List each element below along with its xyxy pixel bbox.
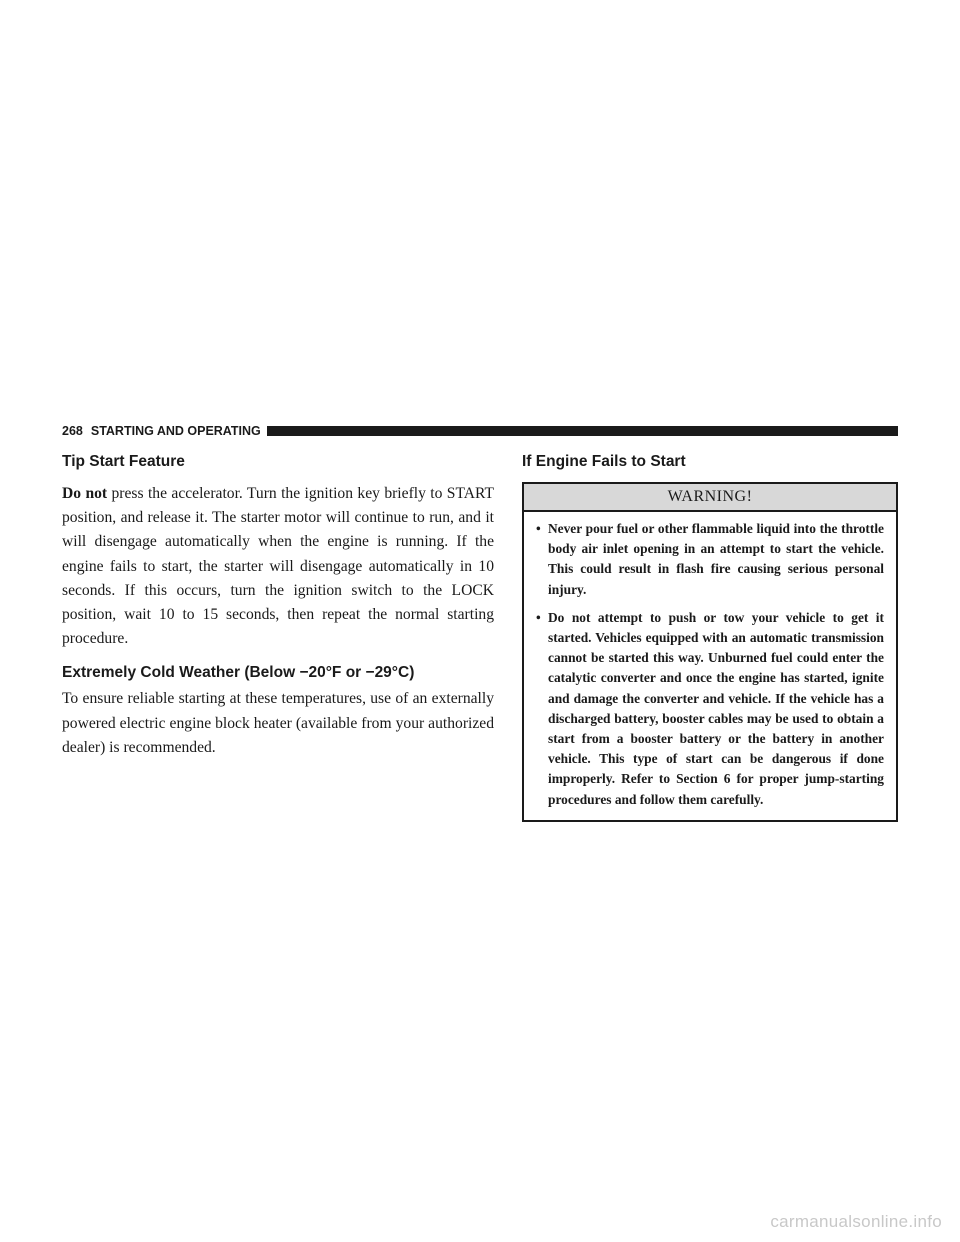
warning-bullet <box>536 519 884 600</box>
bullet-icon: • <box>536 521 541 536</box>
page-header <box>62 423 898 439</box>
warning-bullet-text: Do not attempt to push or tow your vehicle to get it started. Vehicles equipped with an automatic transmission cannot be started this way. Unburned fuel could enter the catalytic converter and once the engine has started, ignite and damage the converter and vehicle. If the vehicle has a discharged battery, booster cables may be used to obtain a start from a booster battery or the battery in another vehicle. This type of start can be dangerous if done improperly. Refer to Section 6 for proper jump-starting procedures and follow them carefully. <box>548 609 884 807</box>
tip-start-lead: Do not <box>62 485 108 502</box>
watermark: carmanualsonline.info <box>770 1212 942 1231</box>
tip-start-paragraph <box>62 482 494 651</box>
engine-fails-heading: If Engine Fails to Start <box>522 453 686 470</box>
warning-box <box>522 482 898 822</box>
page-number: 268 <box>62 424 83 438</box>
warning-bullet <box>536 608 884 810</box>
header-rule <box>267 426 898 436</box>
warning-bullet-text: Never pour fuel or other flammable liquid into the throttle body air inlet opening in an attempt to start the vehicle. This could result in flash fire causing serious personal injury. <box>548 521 884 597</box>
cold-weather-heading: Extremely Cold Weather (Below −20°F or −29°C) <box>62 664 415 682</box>
cold-weather-paragraph: To ensure reliable starting at these temperatures, use of an externally powered electric engine block heater (available from your authorized dealer) is recommended. <box>62 690 494 756</box>
warning-title: WARNING! <box>524 484 896 512</box>
tip-start-body: press the accelerator. Turn the ignition key briefly to START position, and release it. The starter motor will continue to run, and it will disengage automatically when the engine is running. If the engine fails to start, the starter will disengage automatically in 10 seconds. If this occurs, turn the ignition switch to the LOCK position, wait 10 to 15 seconds, then repeat the normal starting procedure. <box>62 485 494 648</box>
section-title: STARTING AND OPERATING <box>90 424 261 438</box>
warning-body <box>524 512 896 820</box>
bullet-icon: • <box>536 609 541 625</box>
right-column <box>522 452 898 822</box>
tip-start-heading: Tip Start Feature <box>62 453 185 470</box>
left-column <box>62 452 494 760</box>
